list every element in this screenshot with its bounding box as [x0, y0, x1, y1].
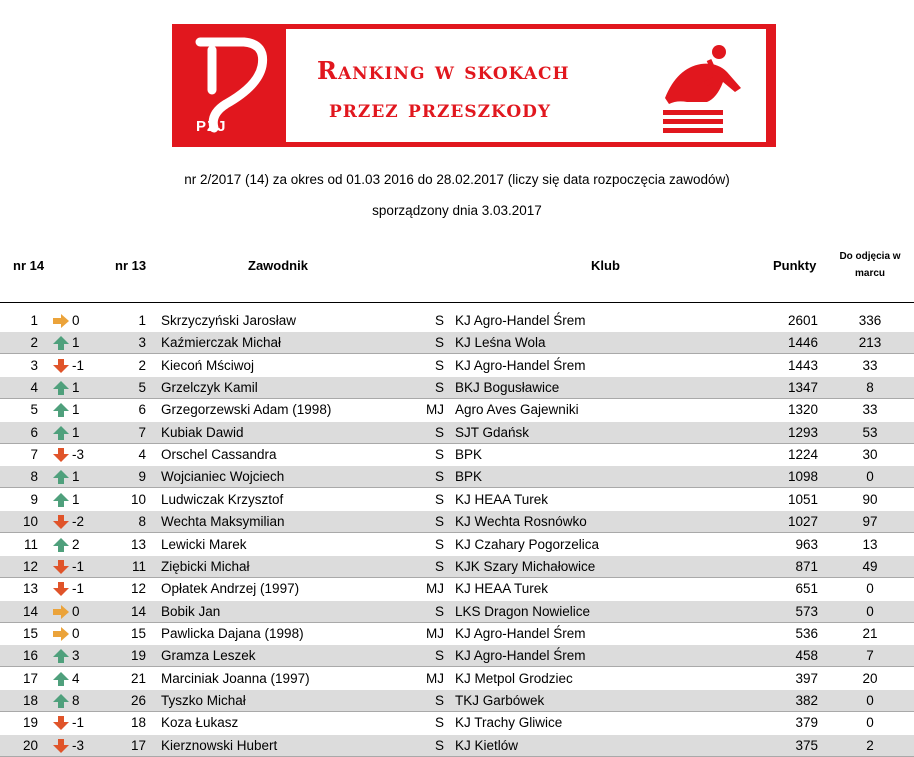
rank13-cell: 7: [138, 424, 146, 440]
arrow-right-icon: [52, 626, 70, 642]
ranking-banner: [172, 24, 776, 147]
category-cell: S: [434, 692, 444, 708]
arrow-down-icon: [52, 514, 70, 530]
points-cell: 1098: [787, 469, 818, 485]
club-cell: Agro Aves Gajewniki: [455, 402, 579, 418]
table-row: [0, 601, 914, 623]
category-cell: S: [434, 536, 444, 552]
rank-change-cell: 1: [72, 491, 80, 507]
rank13-cell: 17: [130, 737, 146, 753]
points-cell: 458: [795, 648, 818, 664]
club-cell: KJ HEAA Turek: [455, 581, 549, 597]
col-header-rank13: nr 13: [115, 258, 147, 273]
rider-name-cell: Grzelczyk Kamil: [161, 380, 258, 396]
rider-name-cell: Lewicki Marek: [161, 536, 247, 552]
deduct-cell: 13: [862, 536, 878, 552]
rider-name-cell: Tyszko Michał: [161, 692, 246, 708]
club-cell: BKJ Bogusławice: [455, 380, 560, 396]
rank-change-cell: -1: [72, 357, 85, 373]
rider-name-cell: Bobik Jan: [161, 603, 221, 619]
arrow-up-icon: [52, 425, 70, 441]
club-cell: KJ Leśna Wola: [455, 335, 546, 351]
arrow-down-icon: [52, 447, 70, 463]
rank-change-cell: 0: [72, 625, 80, 641]
table-row: [0, 623, 914, 645]
rank14-cell: 12: [22, 558, 38, 574]
rank14-cell: 16: [22, 648, 38, 664]
category-cell: S: [434, 357, 444, 373]
rank13-cell: 12: [130, 581, 146, 597]
rank14-cell: 4: [30, 380, 38, 396]
arrow-up-icon: [52, 671, 70, 687]
points-cell: 1051: [787, 491, 818, 507]
deduct-cell: 20: [862, 670, 878, 686]
arrow-down-icon: [52, 559, 70, 575]
club-cell: BPK: [455, 447, 483, 463]
points-cell: 1446: [787, 335, 818, 351]
rider-name-cell: Orschel Cassandra: [161, 447, 277, 463]
rank14-cell: 5: [30, 402, 38, 418]
club-cell: KJ Agro-Handel Śrem: [455, 625, 586, 641]
rank14-cell: 9: [30, 491, 38, 507]
points-cell: 382: [795, 692, 818, 708]
rank-change-cell: -1: [72, 715, 85, 731]
rank13-cell: 8: [138, 514, 146, 530]
rank-change-cell: -1: [72, 558, 85, 574]
arrow-up-icon: [52, 693, 70, 709]
rank-change-cell: 1: [72, 402, 80, 418]
category-cell: S: [434, 558, 444, 574]
rank-change-cell: -2: [72, 514, 85, 530]
points-cell: 1443: [787, 357, 818, 373]
rank-change-cell: 0: [72, 603, 80, 619]
category-cell: S: [434, 603, 444, 619]
club-cell: KJ Agro-Handel Śrem: [455, 357, 586, 373]
table-row: [0, 444, 914, 466]
table-row: [0, 310, 914, 332]
club-cell: TKJ Garbówek: [455, 692, 545, 708]
rank13-cell: 1: [138, 313, 146, 328]
col-header-deduct-line2: marcu: [854, 268, 885, 279]
category-cell: S: [434, 491, 444, 507]
club-cell: SJT Gdańsk: [455, 424, 530, 440]
header-divider: [0, 302, 914, 303]
table-row: [0, 355, 914, 377]
table-row: [0, 578, 914, 600]
arrow-down-icon: [52, 358, 70, 374]
rider-name-cell: Wechta Maksymilian: [161, 514, 285, 530]
arrow-up-icon: [52, 402, 70, 418]
rank13-cell: 11: [131, 558, 146, 574]
rank-change-cell: 4: [72, 670, 80, 686]
arrow-right-icon: [52, 313, 70, 329]
rank14-cell: 10: [22, 514, 38, 530]
rider-name-cell: Ziębicki Michał: [161, 558, 250, 574]
points-cell: 1347: [787, 380, 818, 396]
table-row: [0, 645, 914, 667]
points-cell: 573: [795, 603, 818, 619]
rank14-cell: 2: [30, 335, 38, 351]
rider-name-cell: Skrzyczyński Jarosław: [161, 313, 297, 328]
rider-name-cell: Opłatek Andrzej (1997): [161, 581, 300, 597]
rank-change-cell: 1: [72, 380, 80, 396]
deduct-cell: 33: [862, 402, 878, 418]
deduct-cell: 213: [858, 335, 882, 351]
deduct-cell: 0: [866, 581, 874, 597]
col-header-rider: Zawodnik: [248, 258, 308, 273]
club-cell: KJK Szary Michałowice: [455, 558, 596, 574]
points-cell: 871: [795, 558, 818, 574]
rider-name-cell: Wojcianiec Wojciech: [161, 469, 285, 485]
col-header-points: Punkty: [773, 258, 817, 273]
col-header-deduct: [832, 248, 908, 282]
rank13-cell: 4: [138, 447, 146, 463]
points-cell: 651: [795, 581, 818, 597]
rank14-cell: 3: [30, 357, 38, 373]
category-cell: S: [434, 335, 444, 351]
deduct-cell: 97: [862, 514, 878, 530]
rank-change-cell: 8: [72, 692, 80, 708]
deduct-cell: 53: [862, 424, 878, 440]
club-cell: KJ HEAA Turek: [455, 491, 549, 507]
category-cell: MJ: [426, 402, 444, 418]
points-cell: 1027: [787, 514, 818, 530]
category-cell: S: [434, 715, 444, 731]
category-cell: MJ: [426, 670, 444, 686]
rider-name-cell: Marciniak Joanna (1997): [161, 670, 310, 686]
rank13-cell: 19: [130, 648, 146, 664]
deduct-cell: 0: [866, 715, 874, 731]
banner-title-line2: przez przeszkody: [329, 94, 552, 123]
category-cell: S: [434, 514, 444, 530]
club-cell: KJ Metpol Grodziec: [455, 670, 573, 686]
arrow-right-icon: [52, 604, 70, 620]
deduct-cell: 90: [862, 491, 878, 507]
category-cell: MJ: [426, 581, 444, 597]
club-cell: KJ Czahary Pogorzelica: [455, 536, 600, 552]
rank13-cell: 6: [138, 402, 146, 418]
club-cell: BPK: [455, 469, 483, 485]
rank13-cell: 21: [130, 670, 146, 686]
category-cell: S: [434, 737, 444, 753]
rank14-cell: 18: [22, 692, 38, 708]
category-cell: S: [434, 469, 444, 485]
rank14-cell: 14: [22, 603, 38, 619]
rider-name-cell: Gramza Leszek: [161, 648, 256, 664]
arrow-down-icon: [52, 738, 70, 754]
rank-change-cell: -1: [72, 581, 85, 597]
rank14-cell: 19: [22, 715, 38, 731]
rank-change-cell: 2: [72, 536, 80, 552]
arrow-up-icon: [52, 537, 70, 553]
arrow-up-icon: [52, 380, 70, 396]
arrow-up-icon: [52, 335, 70, 351]
deduct-cell: 336: [858, 313, 882, 328]
rank-change-cell: 1: [72, 335, 80, 351]
col-header-club: Klub: [591, 258, 620, 273]
table-row: [0, 466, 914, 488]
rider-name-cell: Grzegorzewski Adam (1998): [161, 402, 332, 418]
points-cell: 397: [795, 670, 818, 686]
ranking-date-line: sporządzony dnia 3.03.2017: [372, 203, 542, 218]
club-cell: KJ Agro-Handel Śrem: [455, 648, 586, 664]
rank14-cell: 20: [22, 737, 38, 753]
table-row: [0, 377, 914, 399]
deduct-cell: 0: [866, 469, 874, 485]
points-cell: 1224: [787, 447, 818, 463]
deduct-cell: 30: [862, 447, 878, 463]
club-cell: KJ Agro-Handel Śrem: [455, 313, 586, 328]
rank13-cell: 5: [138, 380, 146, 396]
rank14-cell: 17: [22, 670, 38, 686]
points-cell: 1293: [787, 424, 818, 440]
table-row: [0, 556, 914, 578]
table-row: [0, 690, 914, 712]
category-cell: S: [434, 648, 444, 664]
table-row: [0, 735, 914, 757]
arrow-down-icon: [52, 715, 70, 731]
table-row: [0, 712, 914, 734]
table-row: [0, 489, 914, 511]
rider-name-cell: Pawlicka Dajana (1998): [161, 625, 304, 641]
deduct-cell: 8: [866, 380, 874, 396]
rank13-cell: 9: [138, 469, 146, 485]
club-cell: LKS Dragon Nowielice: [455, 603, 591, 619]
points-cell: 536: [795, 625, 818, 641]
rider-name-cell: Kaźmierczak Michał: [161, 335, 282, 351]
rank-change-cell: 1: [72, 469, 80, 485]
points-cell: 375: [795, 737, 818, 753]
rank14-cell: 15: [22, 625, 38, 641]
rank13-cell: 2: [138, 357, 146, 373]
points-cell: 379: [795, 715, 818, 731]
rider-name-cell: Kubiak Dawid: [161, 424, 244, 440]
rank13-cell: 14: [130, 603, 146, 619]
col-header-rank14: nr 14: [13, 258, 45, 273]
rank-change-cell: 1: [72, 424, 80, 440]
rank14-cell: 13: [22, 581, 38, 597]
rider-name-cell: Ludwiczak Krzysztof: [161, 491, 284, 507]
table-row: [0, 511, 914, 533]
rank13-cell: 15: [130, 625, 146, 641]
rank14-cell: 11: [23, 536, 38, 552]
rider-name-cell: Kiecoń Mściwoj: [161, 357, 255, 373]
deduct-cell: 7: [866, 648, 874, 664]
rank14-cell: 1: [30, 313, 38, 328]
table-row: [0, 668, 914, 690]
table-row: [0, 534, 914, 556]
ranking-period-subtitle: nr 2/2017 (14) za okres od 01.03 2016 do 28.02.2017 (liczy się data rozpoczęcia zawodów): [184, 172, 730, 187]
club-cell: KJ Kietlów: [455, 737, 519, 753]
rank13-cell: 3: [138, 335, 146, 351]
deduct-cell: 0: [866, 692, 874, 708]
rank-change-cell: 3: [72, 648, 80, 664]
club-cell: KJ Trachy Gliwice: [455, 715, 563, 731]
rank-change-cell: 0: [72, 313, 80, 328]
deduct-cell: 2: [866, 737, 874, 753]
rank13-cell: 13: [130, 536, 146, 552]
rank13-cell: 10: [130, 491, 146, 507]
points-cell: 1320: [787, 402, 818, 418]
category-cell: S: [434, 424, 444, 440]
rider-name-cell: Koza Łukasz: [161, 715, 239, 731]
arrow-up-icon: [52, 492, 70, 508]
club-cell: KJ Wechta Rosnówko: [455, 514, 587, 530]
points-cell: 963: [795, 536, 818, 552]
horse-jumping-icon: [657, 38, 747, 134]
rank13-cell: 18: [130, 715, 146, 731]
rank13-cell: 26: [130, 692, 146, 708]
deduct-cell: 0: [866, 603, 874, 619]
arrow-up-icon: [52, 469, 70, 485]
points-cell: 2601: [787, 313, 818, 328]
deduct-cell: 49: [862, 558, 878, 574]
category-cell: S: [434, 313, 444, 328]
deduct-cell: 33: [862, 357, 878, 373]
table-row: [0, 422, 914, 444]
table-row: [0, 332, 914, 354]
rank-change-cell: -3: [72, 737, 85, 753]
rank14-cell: 8: [30, 469, 38, 485]
arrow-up-icon: [52, 648, 70, 664]
col-header-deduct-line1: Do odjęcia w: [839, 251, 901, 262]
logo-text: PZJ: [196, 118, 227, 135]
deduct-cell: 21: [862, 625, 878, 641]
banner-title-line1: Ranking w skokach: [317, 56, 570, 85]
category-cell: S: [434, 447, 444, 463]
table-row: [0, 399, 914, 421]
rider-name-cell: Kierznowski Hubert: [161, 737, 278, 753]
rank14-cell: 6: [30, 424, 38, 440]
rank14-cell: 7: [30, 447, 38, 463]
category-cell: MJ: [426, 625, 444, 641]
category-cell: S: [434, 380, 444, 396]
arrow-down-icon: [52, 581, 70, 597]
rank-change-cell: -3: [72, 447, 85, 463]
